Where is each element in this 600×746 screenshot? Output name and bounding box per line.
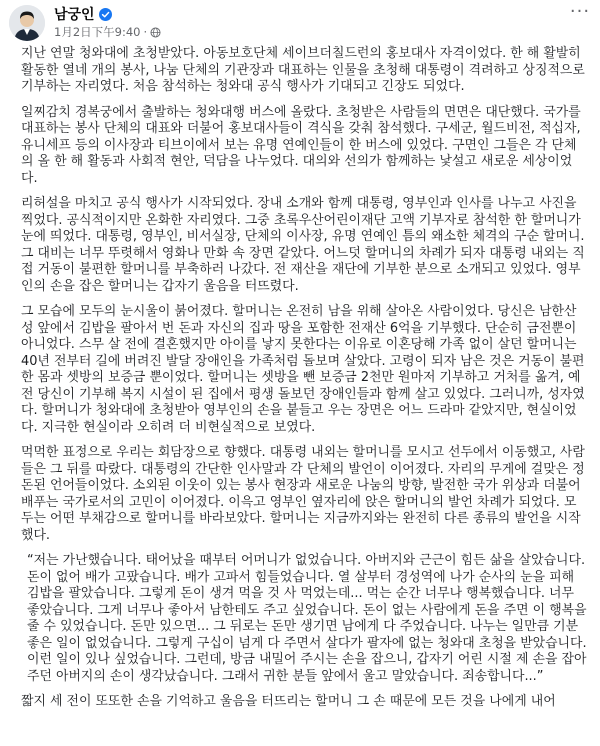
- author-avatar[interactable]: [9, 5, 45, 41]
- post-paragraph-1: 지난 연말 청와대에 초청받았다. 아동보호단체 세이브더칠드런의 홍보대사 자격이었다. 한 해 활발히 활동한 열네 개의 봉사, 나눔 단체의 기관장과 대표하는 인물을 초청해 대통령이 격려하고 상징적으로 기부하는 자리였다. 처음 참석하는 청와대 공식 행사가 기대되고 긴장도 되었다.: [21, 46, 585, 94]
- post-paragraph-5: 먹먹한 표정으로 우리는 회담장으로 향했다. 대통령 내외는 할머니를 모시고 선두에서 이동했고, 사람들은 그 뒤를 따랐다. 대통령의 간단한 인사말과 각 단체의 발언이 이어졌다. 자리의 무게에 걸맞은 정돈된 언어들이었다. 소외된 이웃이 있는 봉사 현장과 새로운 나눔의 방향, 발전한 국가 위상과 더불어 배푸는 국가로서의 고민이 이어졌다. 이윽고 영부인 옆자리에 앉은 할머니의 발언 차례가 되었다. 모두는 어떤 부채감으로 할머니를 바라보았다. 할머니는 지금까지와는 완전히 다른 종류의 발언을 시작했다.: [21, 445, 585, 543]
- meta-separator: ·: [143, 25, 148, 39]
- globe-icon[interactable]: [150, 27, 161, 38]
- post-header: [0, 0, 600, 46]
- post-timestamp[interactable]: 1月2日下午9:40: [54, 25, 141, 39]
- post-meta: [54, 24, 161, 40]
- verified-badge-icon: [99, 8, 112, 21]
- post-paragraph-4: 그 모습에 모두의 눈시울이 붉어졌다. 할머니는 온전히 남을 위해 살아온 사람이었다. 당신은 남한산성 앞에서 김밥을 팔아서 번 돈과 자신의 집과 땅을 포함한 전재산 6억을 기부했다. 단순히 금전뿐이 아니었다. 스무 살 전에 결혼했지만 아이를 낳지 못한다는 이유로 이혼당해 가족 없이 살던 할머니는 40년 전부터 길에 버려진 발달 장애인을 가족처럼 돌보며 살았다. 고령이 되자 남은 것은 거동이 불편한 몸과 셋방의 보증금 뿐이었다. 할머니는 셋방을 뺀 보증금 2천만 원마저 기부하고 거처를 옮겨, 예전 당신이 기부해 복지 시설이 된 집에서 평생 돌보던 장애인들과 함께 살고 있었다. 그러니까, 성자였다. 할머니가 청와대에 초청받아 영부인의 손을 붙들고 우는 장면은 어느 드라마 같았지만, 현실이었다. 지극한 현실이라 오히려 더 비현실적으로 보였다.: [21, 304, 585, 435]
- avatar-image: [9, 5, 45, 41]
- post-paragraph-3: 리허설을 마치고 공식 행사가 시작되었다. 장내 소개와 함께 대통령, 영부인과 인사를 나누고 사진을 찍었다. 공식적이지만 온화한 자리였다. 그중 초록우산어린이재단 고액 기부자로 참석한 한 할머니가 눈에 띄었다. 대통령, 영부인, 비서실장, 단체의 이사장, 유명 연예인 틈의 왜소한 체격의 구순 할머니. 그 대비는 너무 뚜렷해서 영화나 만화 속 장면 같았다. 어느덧 할머니의 차례가 되자 대통령 내외는 직접 거동이 불편한 할머니를 부축하러 나갔다. 전 재산을 재단에 기부한 분으로 소개되고 있었다. 영부인의 손을 잡은 할머니는 갑자기 울음을 터뜨렸다.: [21, 196, 585, 294]
- post-paragraph-2: 일찌감치 경복궁에서 출발하는 청와대행 버스에 올랐다. 초청받은 사람들의 면면은 대단했다. 국가를 대표하는 봉사 단체의 대표와 더불어 홍보대사들이 격식을 갖춰 참석했다. 구세군, 월드비전, 적십자, 유니세프 등의 이사장과 티브이에서 보는 유명 연예인들이 한 버스에 있었다. 구면인 그들은 각 단체의 올 한 해 활동과 사회적 현안, 덕담을 나누었다. 대의와 선의가 함께하는 낯설고 새로운 세상이었다.: [21, 104, 581, 186]
- author-name[interactable]: 남궁인: [54, 7, 95, 23]
- post-paragraph-7: 짧지 세 전이 또또한 손을 기억하고 울음을 터뜨리는 할머니 그 손 때문에 모든 것을 나에게 내어: [21, 694, 556, 709]
- post-body: [0, 46, 600, 711]
- more-options-icon[interactable]: ···: [569, 1, 591, 22]
- post-quote-paragraph: “저는 가난했습니다. 태어났을 때부터 어머니가 없었습니다. 아버지와 근근이 힘든 삶을 살았습니다. 돈이 없어 배가 고팠습니다. 배가 고파서 힘들었습니다. 열 살부터 경성역에 나가 순사의 눈을 피해 김밥을 팔았습니다. 그렇게 돈이 생겨 먹을 것 사 먹었는데... 먹는 순간 너무나 행복했습니다. 너무 좋았습니다. 그게 너무나 좋아서 남한테도 주고 싶었습니다. 돈이 없는 사람에게 돈을 주면 이 행복을 줄 수 있었습니다. 돈만 있으면... 그 뒤로는 돈만 생기면 남에게 다 주었습니다. 나누는 일만큼 기분 좋은 일이 없었습니다. 그렇게 구십이 넘게 다 주면서 살다가 팔자에 없는 청와대 초청을 받았습니다. 이런 일이 있나 싶었습니다. 그런데, 방금 내밀어 주시는 손을 잡으니, 갑자기 어린 시절 제 손을 잡아주던 아버지의 손이 생각났습니다. 그래서 귀한 분들 앞에서 울고 말았습니다. 죄송합니다...”: [27, 553, 587, 684]
